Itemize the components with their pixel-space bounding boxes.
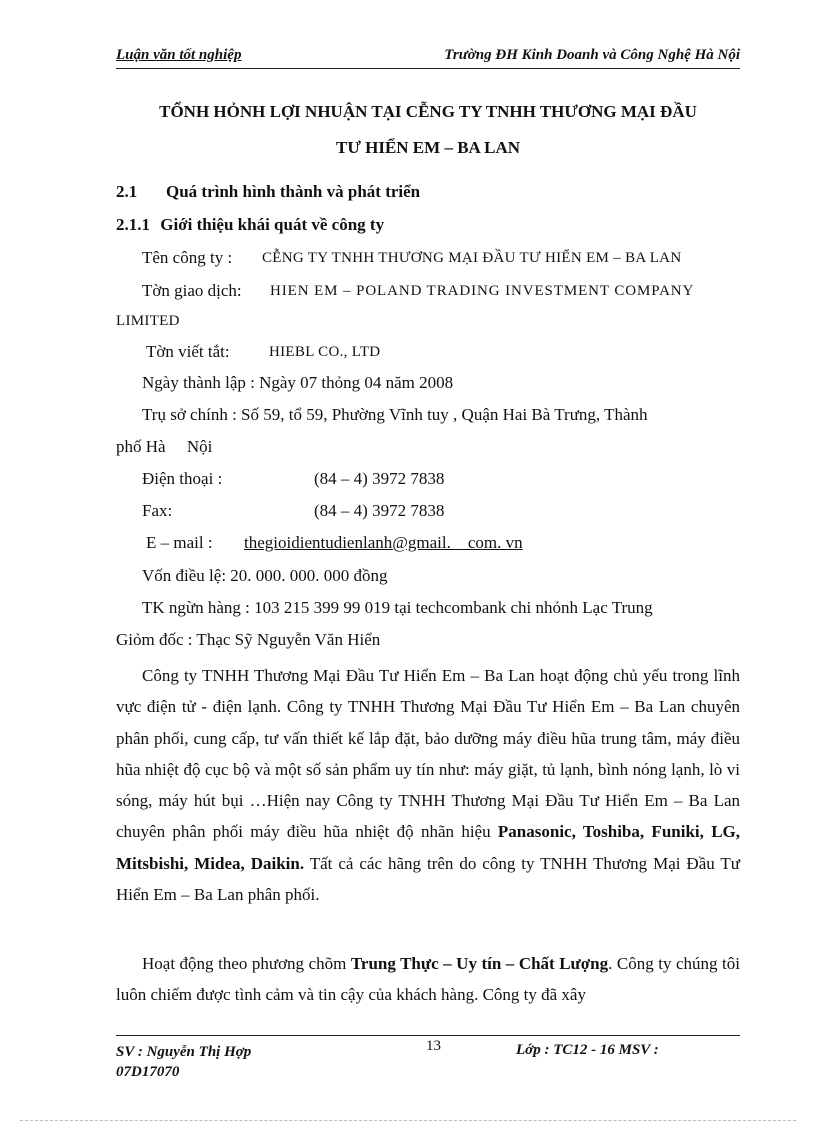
page-footer: [116, 1035, 740, 1080]
email-label: E – mail :: [146, 533, 213, 552]
paragraph-2-text-b: . Công ty chúng tôi luôn chiếm được tình cảm và tin cậy của khách hàng. Công ty đã xây: [116, 954, 740, 1005]
short-name-label: Tờn viết tắt:: [146, 342, 230, 361]
fax-value: (84 – 4) 3972 7838: [314, 501, 445, 520]
chapter-title-line-2: TƯ HIỂN EM – BA LAN: [335, 138, 521, 157]
company-name-row: [142, 248, 682, 268]
bank-account: TK ngừn hàng : 103 215 399 99 019 tại techcombank chi nhỏnh Lạc Trung: [142, 598, 653, 617]
paragraph-motto: [116, 948, 740, 1011]
company-name-value: CỄNG TY TNHH THƯƠNG MẠI ĐẦU TƯ HIỂN EM – BA LAN: [262, 250, 682, 266]
trade-name-label: Tờn giao dịch:: [142, 281, 242, 300]
section-2-1-1-heading: [116, 215, 384, 235]
headquarters-line-1: Trụ sở chính : Số 59, tổ 59, Phường Vĩnh tuy , Quận Hai Bà Trưng, Thành: [142, 405, 648, 424]
fax-label: Fax:: [142, 501, 173, 520]
short-name-row: [146, 342, 381, 362]
brand-list: Panasonic, Toshiba, Funiki, LG, Mitsbishi, Midea, Daikin.: [116, 822, 741, 873]
trade-name-row: [142, 281, 695, 301]
fax-row: [142, 501, 445, 521]
founded-date: Ngày thành lập : Ngày 07 thỏng 04 năm 2008: [142, 373, 454, 392]
company-motto: Trung Thực – Uy tín – Chất Lượng: [350, 954, 609, 973]
footer-class: Lớp : TC12 - 16 MSV :: [516, 1042, 659, 1058]
section-2-1-1-number: 2.1.1: [116, 215, 150, 234]
trade-name-value: HIEN EM – POLAND TRADING INVESTMENT COMPANY: [270, 283, 695, 299]
paragraph-1-text-a: Công ty TNHH Thương Mại Đầu Tư Hiển Em – Ba Lan hoạt động chủ yếu trong lĩnh vực điện tử - điện lạnh. Công ty TNHH Thương Mại Đầu Tư Hiển Em – Ba Lan chuyên phân phối, cung cấp, tư vấn thiết kế lắp đặt, bảo dưỡng máy điều hũa trung tâm, máy điều hũa nhiệt độ cục bộ và một số sản phẩm uy tín như: máy giặt, tủ lạnh, bình nóng lạnh, lò vi sóng, máy hút bụi …Hiện nay Công ty TNHH Thương Mại Đầu Tư Hiển Em – Ba Lan chuyên phân phối máy điều hũa nhiệt độ nhãn hiệu: [116, 666, 740, 842]
page-header: [116, 46, 740, 69]
chapter-title-line-1: TỔNH HỎNH LỢI NHUẬN TẠI CỄNG TY TNHH THƯƠNG MẠI ĐẦU: [159, 102, 697, 121]
header-right: Trường ĐH Kinh Doanh và Công Nghệ Hà Nội: [444, 47, 740, 63]
company-name-label: Tên công ty :: [142, 248, 233, 267]
email-row: [146, 533, 523, 553]
charter-capital: Vốn điều lệ: 20. 000. 000. 000 đồng: [142, 566, 388, 585]
header-left: Luận văn tốt nghiệp: [116, 47, 242, 63]
phone-value: (84 – 4) 3972 7838: [314, 469, 445, 488]
chapter-title: [116, 94, 740, 166]
footer-student: SV : Nguyễn Thị Hợp 07D17070: [116, 1044, 252, 1080]
email-link[interactable]: thegioidientudienlanh@gmail. com. vn: [244, 533, 523, 552]
director: Giỏm đốc : Thạc Sỹ Nguyễn Văn Hiển: [116, 630, 381, 649]
paragraph-1-text-b: Tất cả các hãng trên do công ty TNHH Thương Mại Đầu Tư Hiển Em – Ba Lan phân phối.: [116, 853, 740, 905]
paragraph-2-text-a: Hoạt động theo phương chõm: [142, 954, 351, 973]
phone-row: [142, 469, 445, 489]
section-2-1-title: Quá trình hình thành và phát triển: [166, 182, 421, 201]
headquarters-line-2: phố Hà Nội: [116, 437, 213, 456]
short-name-value: HIEBL CO., LTD: [269, 344, 381, 360]
section-2-1-heading: [116, 182, 421, 202]
paragraph-business-activity: [116, 660, 740, 910]
page-bottom-divider: [20, 1120, 796, 1121]
section-2-1-1-title: Giới thiệu khái quát về công ty: [160, 215, 385, 234]
section-2-1-number: 2.1: [116, 182, 138, 201]
page-number: 13: [426, 1038, 441, 1054]
trade-name-value-cont: LIMITED: [116, 313, 180, 329]
phone-label: Điện thoại :: [142, 469, 223, 488]
